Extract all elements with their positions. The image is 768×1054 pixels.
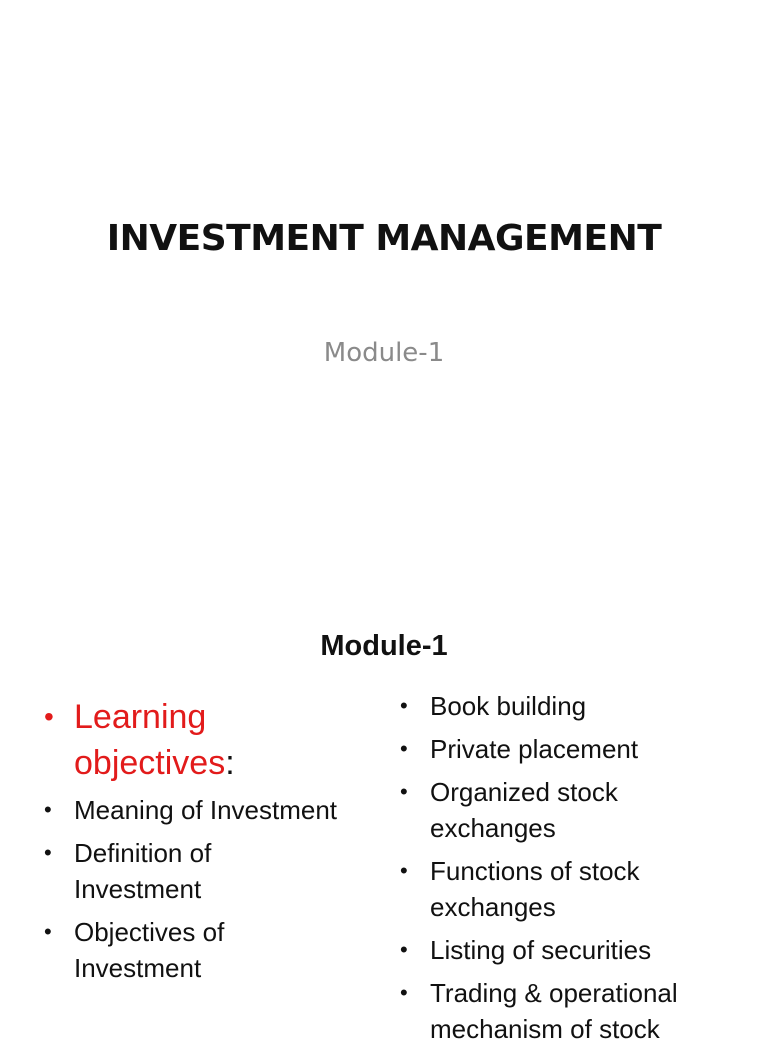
right-bullet-list [396, 688, 746, 1054]
left-bullet-list [40, 694, 340, 993]
learning-objectives-heading [40, 694, 340, 786]
list-item: • Organized stock exchanges [396, 774, 746, 846]
list-item: • Meaning of Investment [40, 792, 340, 828]
presentation-title: INVESTMENT MANAGEMENT [106, 218, 662, 259]
slide-title: Module-1 [320, 630, 448, 662]
list-item: • Private placement [396, 731, 746, 767]
heading-colon: : [225, 744, 235, 782]
heading-text: Learning objectives [74, 698, 226, 782]
list-item: • Objectives of Investment [40, 914, 340, 986]
content-slide [0, 576, 768, 1044]
list-item: • Listing of securities [396, 932, 746, 968]
list-item: • Trading & operational mechanism of stock [396, 975, 746, 1047]
list-item: • Definition of Investment [40, 835, 340, 907]
presentation-subtitle: Module-1 [323, 338, 445, 368]
list-item: • Functions of stock exchanges [396, 853, 746, 925]
list-item: • Book building [396, 688, 746, 724]
